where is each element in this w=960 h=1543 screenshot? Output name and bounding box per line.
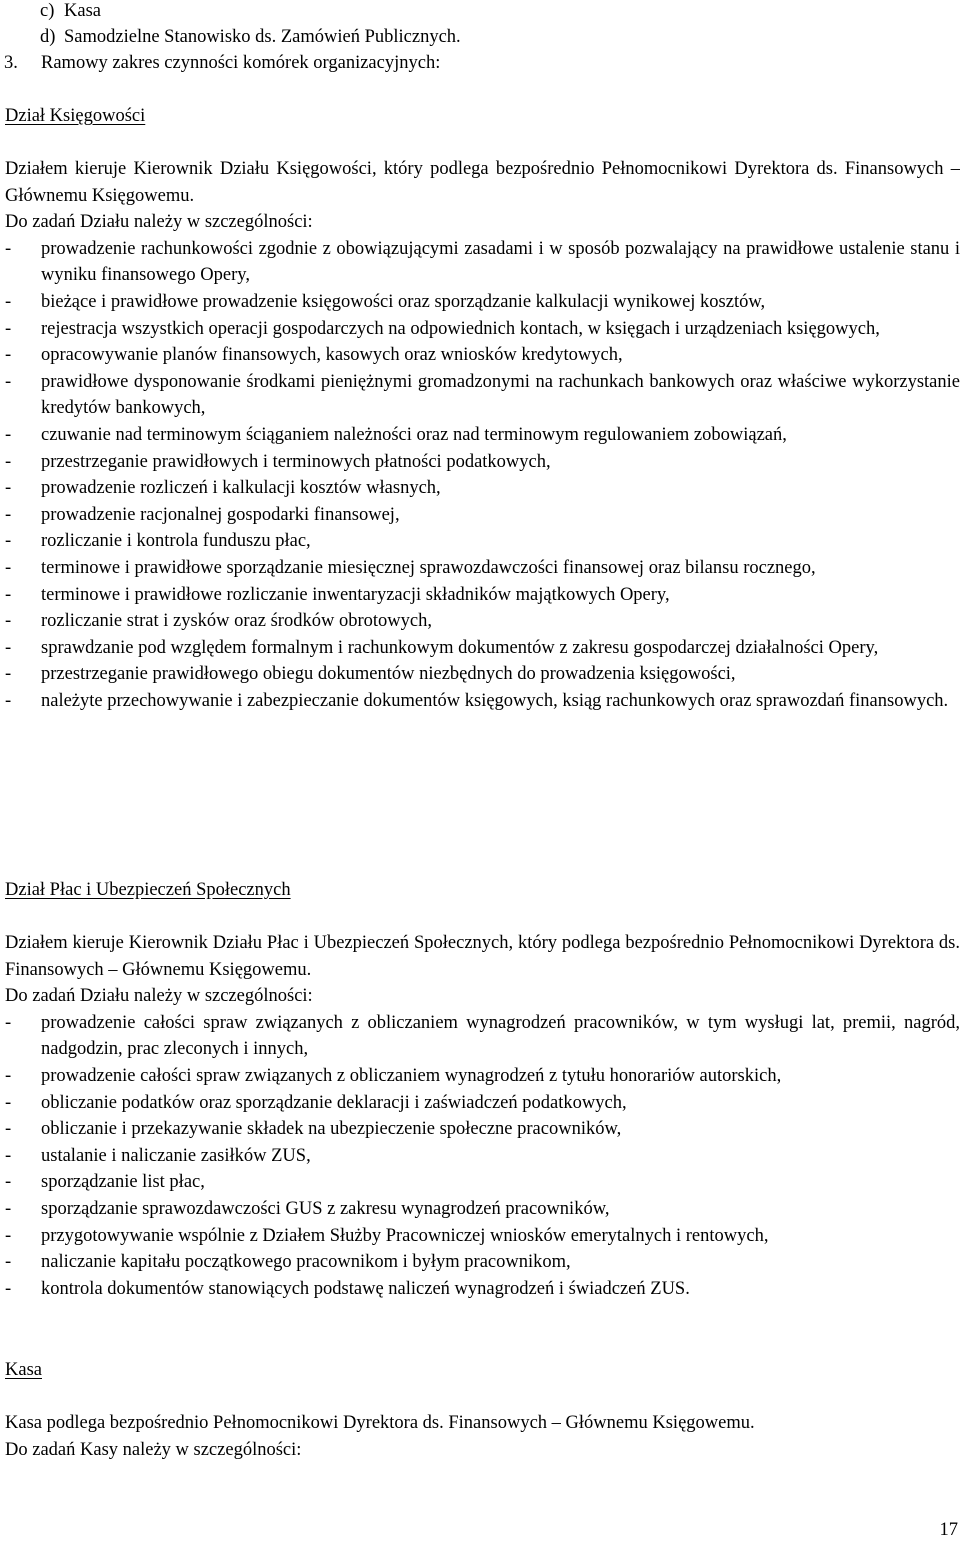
dash-marker: - (5, 1172, 12, 1193)
section-intro: Działem kieruje Kierownik Działu Księgowości, który podlega bezpośrednio Pełnomocnikowi Dyrektora ds. Finansowych – Głównemu Księgowemu. (5, 159, 960, 206)
dash-marker: - (5, 424, 12, 445)
section-intro: Działem kieruje Kierownik Działu Płac i Ubezpieczeń Społecznych, który podlega bezpośrednio Pełnomocnikowi Dyrektora ds. Finansowych – Głównemu Księgowemu. (5, 933, 960, 980)
list-item (5, 1063, 960, 1090)
list-number: 3. (4, 53, 18, 73)
list-item-text: prowadzenie całości spraw związanych z obliczaniem wynagrodzeń pracowników, w tym wysługi lat, premii, nagród, nadgodzin, prac zleconych i innych, (41, 1012, 960, 1060)
list-item (5, 1010, 960, 1063)
list-item-text: ustalanie i naliczanie zasiłków ZUS, (41, 1145, 311, 1166)
dash-marker: - (5, 1012, 12, 1033)
dash-marker: - (5, 1252, 12, 1273)
dash-marker: - (5, 637, 12, 658)
list-item (5, 688, 960, 715)
section-payroll (5, 877, 960, 1302)
tasks-intro: Do zadań Działu należy w szczególności: (5, 212, 313, 233)
list-item (5, 369, 960, 422)
dash-marker: - (5, 1225, 12, 1246)
list-item-text: należyte przechowywanie i zabezpieczanie dokumentów księgowych, ksiąg rachunkowych oraz sprawozdań finansowych. (41, 690, 949, 711)
list-item (5, 1143, 960, 1170)
list-item-d (0, 24, 960, 50)
list-item-text: kontrola dokumentów stanowiących podstawę naliczeń wynagrodzeń i świadczeń ZUS. (41, 1278, 690, 1299)
task-list (5, 236, 960, 715)
list-item-text: obliczanie podatków oraz sporządzanie deklaracji i zaświadczeń podatkowych, (41, 1092, 627, 1113)
spacer (5, 904, 960, 930)
list-item-text: Samodzielne Stanowisko ds. Zamówień Publicznych. (64, 27, 461, 47)
list-item (5, 1090, 960, 1117)
list-item-text: przestrzeganie prawidłowego obiegu dokumentów niezbędnych do prowadzenia księgowości, (41, 664, 736, 685)
dash-marker: - (5, 1065, 12, 1086)
list-item-text: Ramowy zakres czynności komórek organizacyjnych: (41, 53, 441, 73)
list-item-text: prowadzenie racjonalnej gospodarki finansowej, (41, 504, 400, 525)
list-item-text: terminowe i prawidłowe rozliczanie inwentaryzacji składników majątkowych Opery, (41, 584, 670, 605)
list-item-text: sprawdzanie pod względem formalnym i rachunkowym dokumentów z zakresu gospodarczej działalności Opery, (41, 637, 879, 658)
list-item-text: naliczanie kapitału początkowego pracownikom i byłym pracownikom, (41, 1252, 571, 1273)
dash-marker: - (5, 584, 12, 605)
dash-marker: - (5, 1198, 12, 1219)
list-item (5, 582, 960, 609)
dash-marker: - (5, 371, 12, 392)
dash-marker: - (5, 291, 12, 312)
dash-marker: - (5, 478, 12, 499)
list-item-text: prowadzenie rachunkowości zgodnie z obowiązującymi zasadami i w sposób pozwalający na prawidłowe ustalenie stanu i wyniku finansowego Opery, (41, 238, 960, 286)
page-number: 17 (939, 1520, 958, 1540)
section-intro: Kasa podlega bezpośrednio Pełnomocnikowi Dyrektora ds. Finansowych – Głównemu Księgowemu. (5, 1413, 755, 1433)
list-item-text: Kasa (64, 1, 101, 21)
tasks-intro: Do zadań Działu należy w szczególności: (5, 986, 313, 1007)
list-item-text: rejestracja wszystkich operacji gospodarczych na odpowiednich kontach, w księgach i urządzeniach księgowych, (41, 318, 880, 339)
list-item (5, 1116, 960, 1143)
spacer (5, 130, 960, 156)
list-item (5, 1196, 960, 1223)
dash-marker: - (5, 1092, 12, 1113)
list-item-c (0, 0, 960, 24)
dash-marker: - (5, 664, 12, 685)
top-list (0, 0, 960, 76)
section-heading: Dział Płac i Ubezpieczeń Społecznych (5, 880, 291, 900)
list-item-text: prowadzenie całości spraw związanych z obliczaniem wynagrodzeń z tytułu honorariów autorskich, (41, 1065, 782, 1086)
list-item (5, 316, 960, 343)
list-item-text: przestrzeganie prawidłowych i terminowych płatności podatkowych, (41, 451, 551, 472)
list-item (5, 342, 960, 369)
task-list (5, 1010, 960, 1303)
list-item (5, 528, 960, 555)
list-item-text: rozliczanie strat i zysków oraz środków obrotowych, (41, 611, 432, 632)
dash-marker: - (5, 345, 12, 366)
list-item (5, 635, 960, 662)
list-item (5, 236, 960, 289)
list-marker: d) (40, 27, 56, 47)
list-item-text: sporządzanie sprawozdawczości GUS z zakresu wynagrodzeń pracowników, (41, 1198, 610, 1219)
list-item-text: prawidłowe dysponowanie środkami pieniężnymi gromadzonymi na rachunkach bankowych oraz właściwe wykorzystanie kredytów bankowych, (41, 371, 960, 419)
spacer (5, 1384, 960, 1410)
dash-marker: - (5, 1278, 12, 1299)
list-item-text: sporządzanie list płac, (41, 1172, 205, 1193)
numbered-item-3 (0, 50, 960, 76)
list-item (5, 608, 960, 635)
dash-marker: - (5, 531, 12, 552)
dash-marker: - (5, 1119, 12, 1140)
dash-marker: - (5, 611, 12, 632)
dash-marker: - (5, 690, 12, 711)
list-item (5, 449, 960, 476)
list-item (5, 1223, 960, 1250)
section-heading: Kasa (5, 1360, 42, 1380)
list-item (5, 661, 960, 688)
list-item (5, 1249, 960, 1276)
dash-marker: - (5, 557, 12, 578)
dash-marker: - (5, 504, 12, 525)
list-item (5, 1169, 960, 1196)
section-accounting (5, 103, 960, 714)
list-item-text: rozliczanie i kontrola funduszu płac, (41, 531, 311, 552)
dash-marker: - (5, 318, 12, 339)
list-item-text: obliczanie i przekazywanie składek na ubezpieczenie społeczne pracowników, (41, 1119, 622, 1140)
list-item (5, 1276, 960, 1303)
list-item (5, 289, 960, 316)
list-item (5, 502, 960, 529)
list-item (5, 422, 960, 449)
list-item-text: przygotowywanie wspólnie z Działem Służby Pracowniczej wniosków emerytalnych i rentowych, (41, 1225, 769, 1246)
list-item (5, 555, 960, 582)
section-heading: Dział Księgowości (5, 106, 146, 126)
list-item-text: terminowe i prawidłowe sporządzanie miesięcznej sprawozdawczości finansowej oraz bilansu rocznego, (41, 557, 816, 578)
dash-marker: - (5, 1145, 12, 1166)
list-item-text: opracowywanie planów finansowych, kasowych oraz wniosków kredytowych, (41, 345, 623, 366)
list-item-text: czuwanie nad terminowym ściąganiem należności oraz nad terminowym regulowaniem zobowiązań, (41, 424, 787, 445)
dash-marker: - (5, 238, 12, 259)
list-item (5, 475, 960, 502)
list-item-text: bieżące i prawidłowe prowadzenie księgowości oraz sporządzanie kalkulacji wynikowej kosztów, (41, 291, 766, 312)
dash-marker: - (5, 451, 12, 472)
list-item-text: prowadzenie rozliczeń i kalkulacji kosztów własnych, (41, 478, 441, 499)
tasks-intro: Do zadań Kasy należy w szczególności: (5, 1439, 302, 1460)
list-marker: c) (40, 1, 55, 21)
section-cash-desk (5, 1357, 960, 1463)
